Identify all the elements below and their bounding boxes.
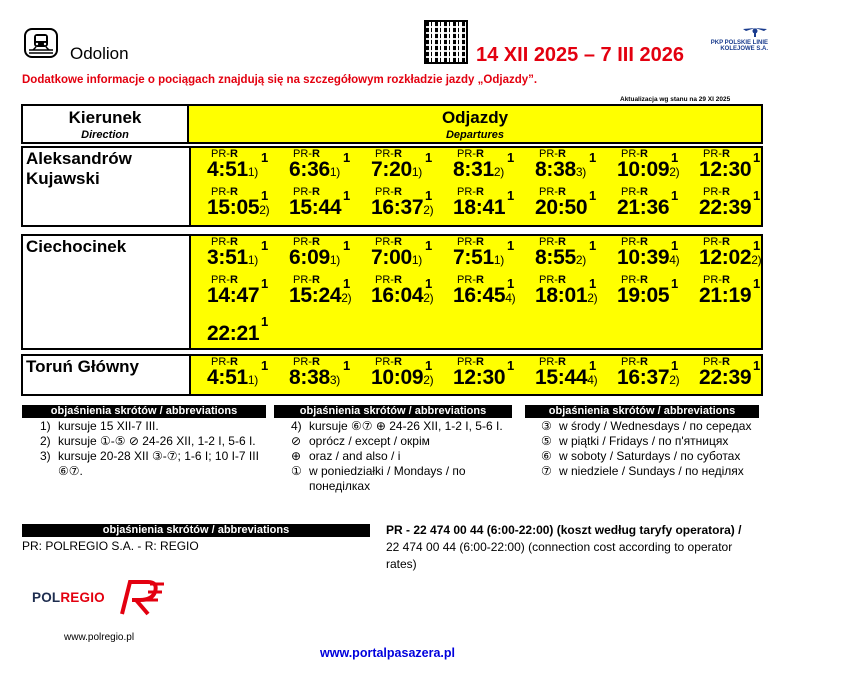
departure-entry bbox=[355, 353, 437, 395]
contact-info bbox=[386, 522, 746, 573]
operator-code: PR-R bbox=[211, 236, 238, 248]
departure-entry bbox=[355, 183, 437, 225]
departure-entry bbox=[273, 145, 355, 187]
class-number: 1 bbox=[671, 238, 679, 253]
departure-time: 6:091) bbox=[289, 246, 340, 269]
class-number: 1 bbox=[753, 238, 761, 253]
departure-entry bbox=[191, 309, 273, 351]
departure-time: 7:001) bbox=[371, 246, 422, 269]
destination-name: Ciechocinek bbox=[26, 237, 127, 256]
pkp-wings-icon bbox=[742, 26, 768, 38]
departure-time: 4:511) bbox=[207, 158, 258, 181]
footnote-marker: 2) bbox=[575, 253, 586, 267]
departure-time: 14:47 bbox=[207, 284, 260, 307]
departure-time: 20:50 bbox=[535, 196, 588, 219]
footnote-marker: 2) bbox=[751, 253, 762, 267]
departures-title: Odjazdy bbox=[441, 108, 509, 127]
departure-time: 8:312) bbox=[453, 158, 504, 181]
polregio-logo bbox=[32, 578, 172, 618]
operator-code: PR-R bbox=[539, 356, 566, 368]
destination-cell bbox=[21, 354, 191, 396]
abbreviation-text: kursuje 15 XII-7 III. bbox=[58, 419, 159, 433]
class-number: 1 bbox=[425, 238, 433, 253]
destination-name: Toruń Główny bbox=[26, 357, 140, 376]
operator-code: PR-R bbox=[457, 274, 484, 286]
departure-time: 22:21 bbox=[207, 322, 260, 345]
class-number: 1 bbox=[753, 276, 761, 291]
departures-cell bbox=[189, 146, 763, 227]
departure-entry bbox=[437, 271, 519, 313]
departure-time: 21:19 bbox=[699, 284, 752, 307]
abbreviations-title-2: objaśnienia skrótów / abbreviations bbox=[274, 405, 512, 418]
operator-code: PR-R bbox=[375, 274, 402, 286]
departure-time: 16:454) bbox=[453, 284, 516, 307]
class-number: 1 bbox=[261, 276, 269, 291]
operators-line: PR: POLREGIO S.A. - R: REGIO bbox=[22, 539, 199, 553]
departure-entry bbox=[355, 145, 437, 187]
abbreviation-text: oprócz / except / окрім bbox=[309, 434, 430, 448]
departure-time: 10:092) bbox=[371, 366, 434, 389]
portalpasazera-link[interactable]: www.portalpasazera.pl bbox=[320, 646, 455, 660]
abbreviation-key: ⊕ bbox=[291, 449, 302, 463]
departure-time: 8:552) bbox=[535, 246, 586, 269]
pkp-logo bbox=[676, 26, 768, 52]
departure-time: 15:052) bbox=[207, 196, 270, 219]
abbreviation-item bbox=[291, 419, 505, 434]
operator-code: PR-R bbox=[457, 236, 484, 248]
operator-code: PR-R bbox=[621, 236, 648, 248]
abbreviation-text: w niedziele / Sundays / по неділях bbox=[559, 464, 744, 478]
footnote-marker: 4) bbox=[587, 373, 598, 387]
abbreviation-item bbox=[40, 449, 260, 479]
abbreviation-key: 4) bbox=[291, 419, 302, 433]
abbreviation-text: w piątki / Fridays / по п'ятницях bbox=[559, 434, 729, 448]
abbreviation-key: 3) bbox=[40, 449, 51, 463]
operator-code: PR-R bbox=[703, 274, 730, 286]
abbreviation-text: w poniedziałki / Mondays / по понеділках bbox=[309, 464, 466, 493]
operator-code: PR-R bbox=[621, 274, 648, 286]
operator-code: PR-R bbox=[211, 356, 238, 368]
class-number: 1 bbox=[507, 188, 515, 203]
class-number: 1 bbox=[753, 188, 761, 203]
footnote-marker: 2) bbox=[669, 373, 680, 387]
abbreviation-item bbox=[291, 434, 505, 449]
departure-entry bbox=[191, 233, 273, 275]
operator-code: PR-R bbox=[293, 186, 320, 198]
operator-code: PR-R bbox=[621, 186, 648, 198]
destination-cell bbox=[21, 146, 191, 227]
departure-entry bbox=[355, 271, 437, 313]
departure-entry bbox=[519, 271, 601, 313]
departure-entry bbox=[683, 183, 765, 225]
departure-time: 10:394) bbox=[617, 246, 680, 269]
abbreviations-col-1 bbox=[40, 419, 260, 479]
abbreviation-item bbox=[541, 434, 761, 449]
operator-code: PR-R bbox=[621, 356, 648, 368]
abbreviation-text: kursuje ①-⑤ ⊘ 24-26 XII, 1-2 I, 5-6 I. bbox=[58, 434, 256, 448]
destination-cell bbox=[21, 234, 191, 350]
departure-time: 10:092) bbox=[617, 158, 680, 181]
footnote-marker: 1) bbox=[247, 373, 258, 387]
departure-time: 16:372) bbox=[371, 196, 434, 219]
class-number: 1 bbox=[343, 276, 351, 291]
operator-code: PR-R bbox=[293, 236, 320, 248]
class-number: 1 bbox=[589, 188, 597, 203]
operator-code: PR-R bbox=[293, 148, 320, 160]
departure-time: 18:41 bbox=[453, 196, 506, 219]
abbreviation-key: 1) bbox=[40, 419, 51, 433]
polregio-mark-icon bbox=[118, 578, 168, 618]
destination-name: Aleksandrów Kujawski bbox=[26, 149, 132, 188]
departure-entry bbox=[191, 271, 273, 313]
footnote-marker: 2) bbox=[493, 165, 504, 179]
departure-entry bbox=[437, 233, 519, 275]
class-number: 1 bbox=[671, 188, 679, 203]
abbreviation-key: ③ bbox=[541, 419, 552, 433]
departure-entry bbox=[601, 271, 683, 313]
abbreviation-text: oraz / and also / і bbox=[309, 449, 401, 463]
class-number: 1 bbox=[425, 358, 433, 373]
class-number: 1 bbox=[589, 238, 597, 253]
departure-time: 22:39 bbox=[699, 196, 752, 219]
departure-time: 7:511) bbox=[453, 246, 504, 269]
departure-time: 4:511) bbox=[207, 366, 258, 389]
departures-cell bbox=[189, 354, 763, 396]
footnote-marker: 2) bbox=[423, 373, 434, 387]
departure-time: 12:30 bbox=[699, 158, 752, 181]
abbreviation-key: ⊘ bbox=[291, 434, 302, 448]
departure-time: 15:444) bbox=[535, 366, 598, 389]
abbreviation-item bbox=[291, 449, 505, 464]
operator-code: PR-R bbox=[375, 186, 402, 198]
departures-cell bbox=[189, 234, 763, 350]
departure-time: 18:012) bbox=[535, 284, 598, 307]
departure-entry bbox=[191, 145, 273, 187]
train-icon bbox=[24, 28, 58, 58]
footnote-marker: 1) bbox=[411, 253, 422, 267]
footnote-marker: 1) bbox=[329, 253, 340, 267]
class-number: 1 bbox=[671, 150, 679, 165]
departure-entry bbox=[437, 353, 519, 395]
departure-entry bbox=[519, 233, 601, 275]
departure-time: 7:201) bbox=[371, 158, 422, 181]
direction-title: Kierunek bbox=[68, 108, 142, 127]
abbreviation-item bbox=[541, 419, 761, 434]
class-number: 1 bbox=[261, 188, 269, 203]
validity-period: 14 XII 2025 – 7 III 2026 bbox=[476, 44, 684, 66]
abbreviation-item bbox=[40, 419, 260, 434]
footnote-marker: 2) bbox=[259, 203, 270, 217]
operator-code: PR-R bbox=[539, 186, 566, 198]
abbreviation-key: ⑤ bbox=[541, 434, 552, 448]
abbreviation-key: ⑥ bbox=[541, 449, 552, 463]
departure-time: 12:30 bbox=[453, 366, 506, 389]
class-number: 1 bbox=[261, 358, 269, 373]
departure-entry bbox=[191, 183, 273, 225]
departure-time: 16:042) bbox=[371, 284, 434, 307]
polregio-logo-text: POLREGIO bbox=[32, 590, 105, 605]
abbreviation-key: 2) bbox=[40, 434, 51, 448]
abbreviation-key: ① bbox=[291, 464, 302, 478]
class-number: 1 bbox=[261, 150, 269, 165]
departure-entry bbox=[601, 233, 683, 275]
abbreviation-text: kursuje ⑥⑦ ⊕ 24-26 XII, 1-2 I, 5-6 I. bbox=[309, 419, 503, 433]
departure-time: 15:44 bbox=[289, 196, 342, 219]
footnote-marker: 3) bbox=[575, 165, 586, 179]
class-number: 1 bbox=[343, 358, 351, 373]
direction-subtitle: Direction bbox=[81, 129, 129, 141]
abbreviations-title-1: objaśnienia skrótów / abbreviations bbox=[22, 405, 266, 418]
class-number: 1 bbox=[425, 276, 433, 291]
operator-code: PR-R bbox=[539, 274, 566, 286]
abbreviation-text: w środy / Wednesdays / по середах bbox=[559, 419, 752, 433]
operator-code: PR-R bbox=[457, 148, 484, 160]
footnote-marker: 1) bbox=[329, 165, 340, 179]
pkp-logo-text: PKP POLSKIE LINIE KOLEJOWE S.A. bbox=[710, 40, 768, 52]
departure-entry bbox=[273, 353, 355, 395]
operator-code: PR-R bbox=[293, 356, 320, 368]
departure-entry bbox=[519, 145, 601, 187]
departure-time: 21:36 bbox=[617, 196, 670, 219]
departures-header bbox=[189, 104, 763, 144]
abbreviation-text: kursuje 20-28 XII ③-⑦; 1-6 I; 10 I-7 III ⑥⑦. bbox=[58, 449, 259, 478]
class-number: 1 bbox=[343, 150, 351, 165]
departure-entry bbox=[519, 183, 601, 225]
departure-entry bbox=[519, 353, 601, 395]
abbreviations-col-3 bbox=[541, 419, 761, 479]
departure-time: 22:39 bbox=[699, 366, 752, 389]
departure-entry bbox=[437, 183, 519, 225]
footnote-marker: 2) bbox=[423, 203, 434, 217]
class-number: 1 bbox=[261, 314, 269, 329]
class-number: 1 bbox=[753, 358, 761, 373]
operators-title: objaśnienia skrótów / abbreviations bbox=[22, 524, 370, 537]
footnote-marker: 2) bbox=[587, 291, 598, 305]
operator-code: PR-R bbox=[211, 148, 238, 160]
operator-code: PR-R bbox=[375, 356, 402, 368]
operator-code: PR-R bbox=[621, 148, 648, 160]
footnote-marker: 2) bbox=[669, 165, 680, 179]
class-number: 1 bbox=[507, 150, 515, 165]
footnote-marker: 2) bbox=[423, 291, 434, 305]
class-number: 1 bbox=[589, 276, 597, 291]
departure-entry bbox=[437, 145, 519, 187]
abbreviation-item bbox=[291, 464, 505, 494]
operator-code: PR-R bbox=[539, 148, 566, 160]
departure-time: 16:372) bbox=[617, 366, 680, 389]
abbreviations-title-3: objaśnienia skrótów / abbreviations bbox=[525, 405, 759, 418]
departure-time: 8:383) bbox=[289, 366, 340, 389]
departure-time: 12:022) bbox=[699, 246, 762, 269]
footnote-marker: 1) bbox=[247, 165, 258, 179]
operator-code: PR-R bbox=[703, 236, 730, 248]
info-line: Dodatkowe informacje o pociągach znajdują się na szczegółowym rozkładzie jazdy „Odjazdy”. bbox=[22, 74, 538, 86]
footnote-marker: 4) bbox=[505, 291, 516, 305]
departure-time: 6:361) bbox=[289, 158, 340, 181]
operator-code: PR-R bbox=[211, 186, 238, 198]
operator-code: PR-R bbox=[703, 356, 730, 368]
departure-entry bbox=[683, 233, 765, 275]
class-number: 1 bbox=[425, 150, 433, 165]
departure-entry bbox=[273, 183, 355, 225]
abbreviation-text: w soboty / Saturdays / по суботах bbox=[559, 449, 741, 463]
operator-code: PR-R bbox=[293, 274, 320, 286]
departure-entry bbox=[683, 145, 765, 187]
departure-entry bbox=[355, 233, 437, 275]
operator-code: PR-R bbox=[211, 274, 238, 286]
class-number: 1 bbox=[589, 150, 597, 165]
footnote-marker: 3) bbox=[329, 373, 340, 387]
class-number: 1 bbox=[343, 238, 351, 253]
class-number: 1 bbox=[753, 150, 761, 165]
update-date: Aktualizacja wg stanu na 29 XI 2025 bbox=[620, 96, 731, 103]
operator-code: PR-R bbox=[457, 356, 484, 368]
operator-code: PR-R bbox=[457, 186, 484, 198]
departure-entry bbox=[273, 233, 355, 275]
departure-entry bbox=[191, 353, 273, 395]
departure-time: 15:242) bbox=[289, 284, 352, 307]
direction-header bbox=[21, 104, 189, 144]
departure-entry bbox=[273, 271, 355, 313]
departure-time: 8:383) bbox=[535, 158, 586, 181]
class-number: 1 bbox=[507, 358, 515, 373]
footnote-marker: 1) bbox=[247, 253, 258, 267]
footnote-marker: 1) bbox=[411, 165, 422, 179]
operator-code: PR-R bbox=[375, 148, 402, 160]
abbreviation-item bbox=[541, 449, 761, 464]
footnote-marker: 1) bbox=[493, 253, 504, 267]
station-name: Odolion bbox=[70, 44, 129, 63]
departure-entry bbox=[601, 353, 683, 395]
class-number: 1 bbox=[425, 188, 433, 203]
abbreviations-col-2 bbox=[291, 419, 505, 494]
operator-code: PR-R bbox=[703, 186, 730, 198]
abbreviation-item bbox=[40, 434, 260, 449]
departure-entry bbox=[683, 353, 765, 395]
operator-code: PR-R bbox=[539, 236, 566, 248]
departure-entry bbox=[601, 183, 683, 225]
operator-code: PR-R bbox=[375, 236, 402, 248]
departure-entry bbox=[601, 145, 683, 187]
class-number: 1 bbox=[671, 276, 679, 291]
footnote-marker: 4) bbox=[669, 253, 680, 267]
contact-rest: 22 474 00 44 (6:00-22:00) (connection cost according to operator rates) bbox=[386, 540, 733, 571]
class-number: 1 bbox=[507, 276, 515, 291]
departures-subtitle: Departures bbox=[445, 129, 505, 141]
contact-bold: PR - 22 474 00 44 (6:00-22:00) (koszt według taryfy operatora) / bbox=[386, 523, 742, 537]
abbreviation-item bbox=[541, 464, 761, 479]
abbreviation-key: ⑦ bbox=[541, 464, 552, 478]
class-number: 1 bbox=[507, 238, 515, 253]
footnote-marker: 2) bbox=[341, 291, 352, 305]
departure-time: 3:511) bbox=[207, 246, 258, 269]
class-number: 1 bbox=[589, 358, 597, 373]
class-number: 1 bbox=[261, 238, 269, 253]
departure-entry bbox=[683, 271, 765, 313]
class-number: 1 bbox=[343, 188, 351, 203]
polregio-link[interactable]: www.polregio.pl bbox=[64, 632, 135, 643]
operator-code: PR-R bbox=[703, 148, 730, 160]
departure-time: 19:05 bbox=[617, 284, 670, 307]
qr-code-icon[interactable] bbox=[424, 20, 468, 64]
class-number: 1 bbox=[671, 358, 679, 373]
